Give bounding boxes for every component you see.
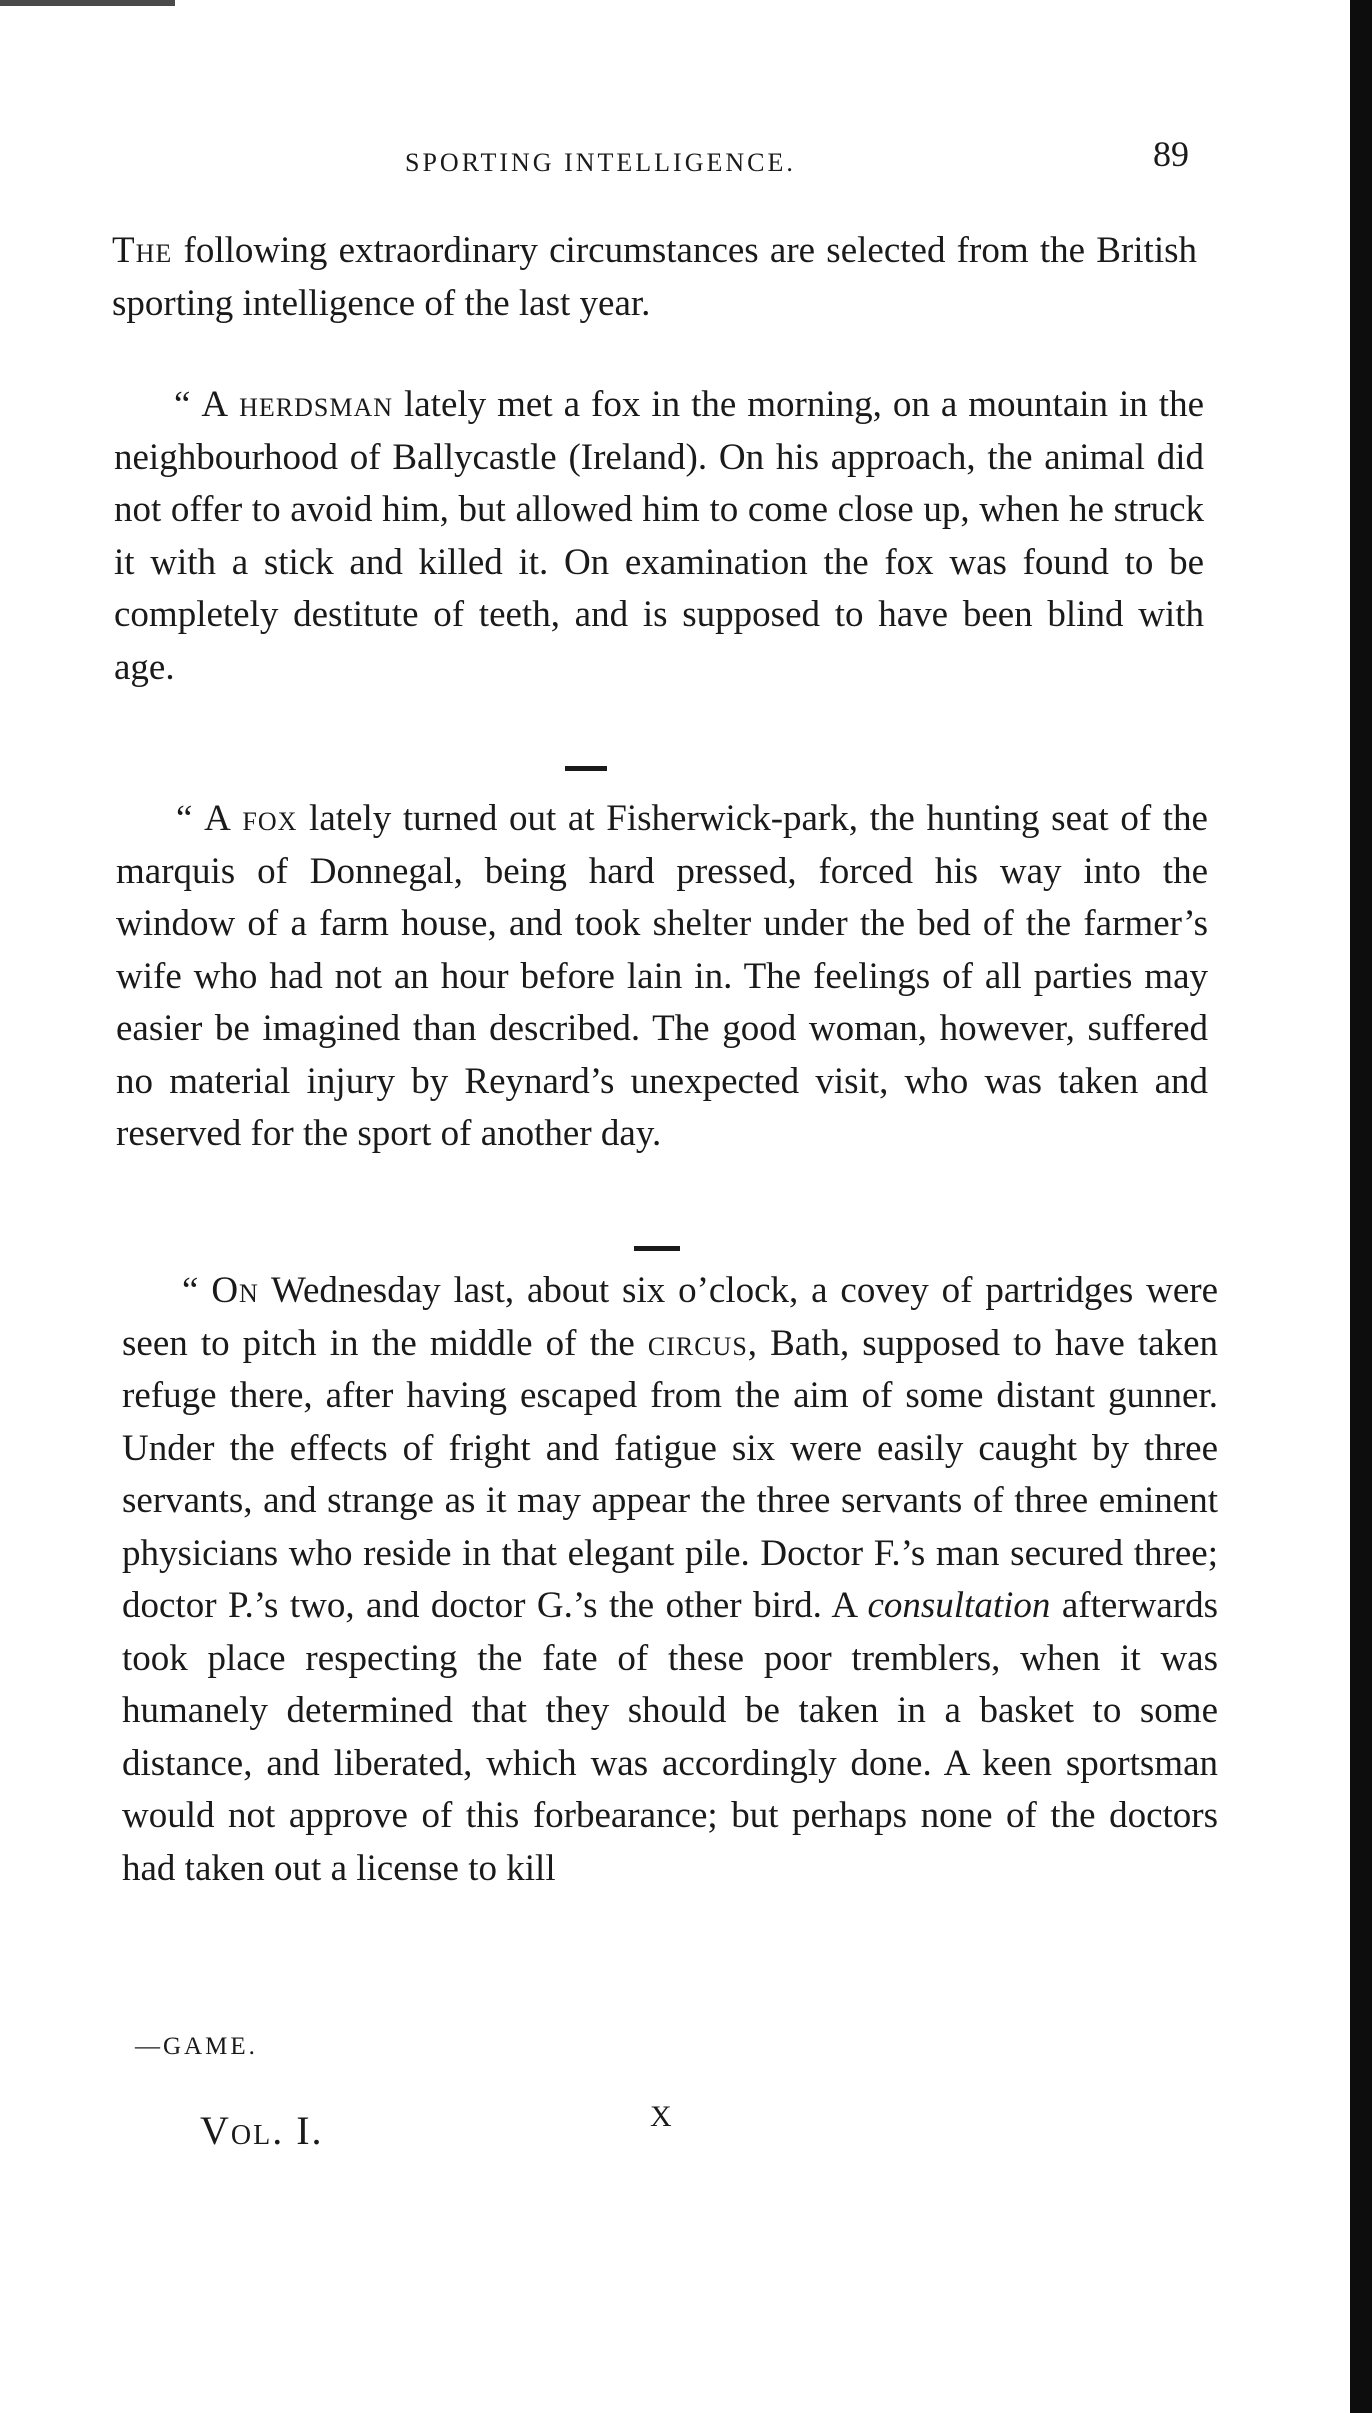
item-text: lately turned out at Fisherwick-park, the hunting seat of the marquis of Donnegal, being hard pressed, forced his way into the window of a farm house, and took shelter under the bed of the farmer’s wife who had not an hour before lain in. The feelings of all parties may easier be imagined than described. The good woman, however, suffered no material injury by Reynard’s unexpected visit, who was taken and reserved for the sport of another day. (116, 798, 1208, 1154)
item-fox (116, 793, 1208, 1161)
intro-text: following extraordinary circumstances are selected from the British sporting intelligence of the last year. (112, 230, 1197, 324)
item-text: , Bath, supposed to have taken refuge there, after having escaped from the aim of some distant gunner. Under the effects of fright and fatigue six were easily caught by three servants, and strange as it may appear the three servants of three eminent physicians who reside in that elegant pile. Doctor F.’s man secured three; doctor P.’s two, and doctor G.’s the other bird. A (122, 1322, 1218, 1626)
scan-edge-top (0, 0, 175, 6)
running-head: SPORTING INTELLIGENCE. (405, 148, 796, 177)
item-text: lately met a fox in the morning, on a mountain in the neighbourhood of Ballycastle (Ireland). On his approach, the animal did not offer to avoid him, but allowed him to come close up, when he struck it with a stick and killed it. On examination the fox was found to be completely destitute of teeth, and is supposed to have been blind with age. (114, 384, 1204, 688)
item-lead: On (211, 1270, 259, 1311)
volume-signature: Vol. I. (200, 2108, 324, 2153)
item-lead: A herdsman (201, 384, 393, 425)
page-number: 89 (1153, 134, 1189, 174)
intro-lead: The (112, 230, 173, 271)
section-divider (634, 1246, 680, 1251)
item-lead: A fox (204, 798, 298, 839)
item-text: afterwards took place respecting the fate of these poor tremblers, when it was humanely determined that they should be taken in a basket to some distance, and liberated, which was accordingly done. A keen sportsman would not approve of this forbearance; but perhaps none of the doctors had taken out a license to kill (122, 1585, 1218, 1889)
consultation-term: consultation (867, 1585, 1051, 1626)
section-divider (565, 766, 607, 771)
scan-edge-right (1350, 0, 1372, 2413)
signature-mark: X (650, 2100, 672, 2133)
item-partridges (122, 1265, 1218, 1895)
item-herdsman (114, 379, 1204, 694)
item-text: Wednesday last, about six o’clock, a covey of partridges were seen to pitch in the middle of the (122, 1270, 1219, 1364)
open-quote: “ (174, 384, 191, 425)
closing-word: —GAME. (135, 2033, 258, 2060)
intro-paragraph (112, 225, 1197, 330)
open-quote: “ (176, 798, 193, 839)
open-quote: “ (182, 1270, 199, 1311)
circus-term: circus (647, 1322, 748, 1364)
